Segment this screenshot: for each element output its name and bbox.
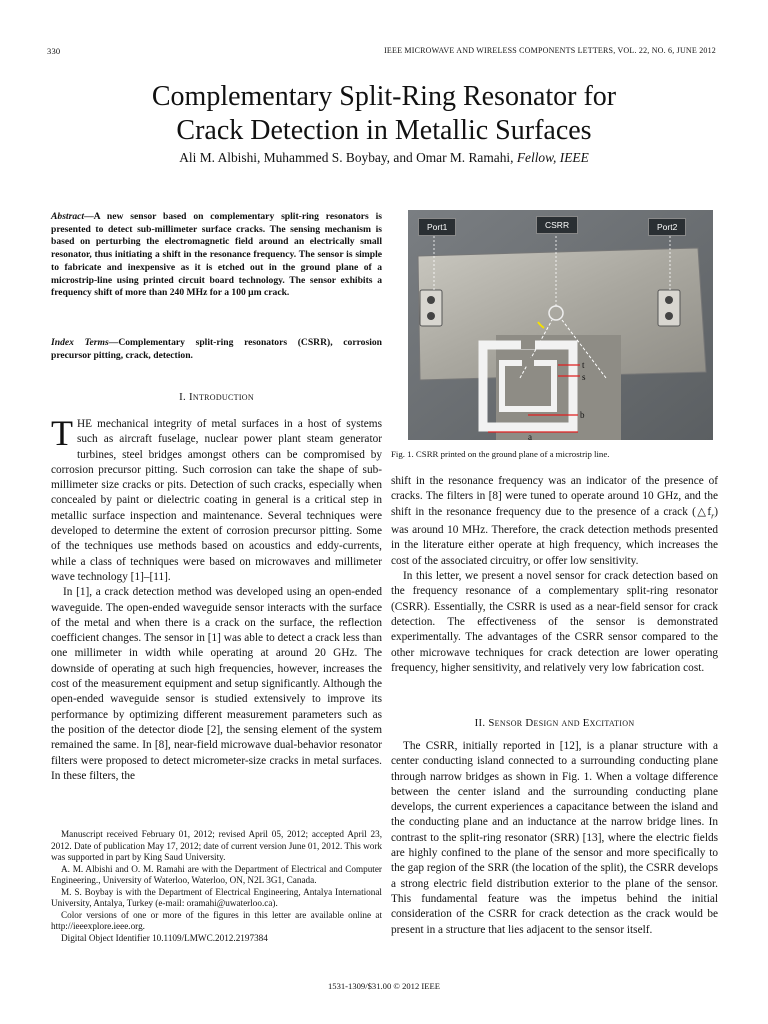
- right-paragraph-1: [391, 474, 718, 569]
- dim-label-t: t: [582, 360, 585, 370]
- footnote-manuscript: Manuscript received February 01, 2012; revised April 05, 2012; accepted April 23, 2012. Date of publication May 17, 2012; date of current version June 01, 2012. This work was supported in part by King Saud University.: [51, 829, 382, 862]
- figure-label-port1: Port1: [418, 218, 456, 236]
- figure-1-photo: [408, 210, 713, 440]
- paper-title-line1: Complementary Split-Ring Resonator for: [151, 81, 617, 112]
- section-2-body: [391, 739, 718, 938]
- footnote-affiliation-2: M. S. Boybay is with the Department of Electrical Engineering, Antalya International University, Antalya, Turkey (e-mail: oramahi@uwaterloo.ca).: [51, 886, 382, 908]
- right-paragraph-1-end: ) was around 10 MHz. Therefore, the crack detection methods presented in the literature either operate at high frequency, which increases the cost of the associated circuitry, or offer low sensitivity.: [391, 505, 718, 567]
- intro-paragraph-1: [51, 413, 382, 585]
- index-terms: [51, 337, 382, 362]
- index-terms-text: —Complementary split-ring resonators (CSRR), corrosion precursor pitting, crack, detection.: [51, 337, 382, 361]
- footnote-affiliation-1: A. M. Albishi and O. M. Ramahi are with the Department of Electrical and Computer Engineering., University of Waterloo, Waterloo, ON, N2L 3G1, Canada.: [51, 863, 382, 885]
- footnotes: [51, 829, 382, 944]
- page-number: 330: [47, 46, 61, 56]
- section-1-title: Introduction: [188, 391, 254, 403]
- freq-subscript: r: [711, 510, 715, 520]
- footnote-color: Color versions of one or more of the figures in this letter are available online at http://ieeexplore.ieee.org.: [51, 909, 382, 931]
- dim-label-s: s: [582, 372, 586, 382]
- journal-header: IEEE MICROWAVE AND WIRELESS COMPONENTS LETTERS, VOL. 22, NO. 6, JUNE 2012: [384, 46, 716, 55]
- section-1-number: I.: [179, 391, 186, 403]
- section-2-number: II.: [474, 717, 486, 729]
- section-2-title: Sensor Design and Excitation: [488, 717, 635, 729]
- intro-paragraph-1-text: HE mechanical integrity of metal surfaces in a host of systems such as aircraft fuselage, nuclear power plant steam generator turbines, steel bridges amongst others can be compromised by corrosion precursor pitting. Such corrosion can take the shape of sub-millimeter size cracks or pits. Detection of such cracks, especially when concealed by paint or dielectric coating in general is a critical step in metallic surface inspection and maintenance. Several techniques were developed to determine the extent of corrosion precursor pitting. Some of the techniques use methods based on acoustics and eddy-currents, while a class of techniques were based on microwaves and millimeter wave technology [1]–[11].: [51, 418, 382, 583]
- abstract-label: Abstract: [51, 211, 85, 222]
- author-names: Ali M. Albishi, Muhammed S. Boybay, and Omar M. Ramahi,: [179, 150, 514, 165]
- paper-title-line2: Crack Detection in Metallic Surfaces: [176, 115, 592, 146]
- section-1-heading: [51, 391, 382, 403]
- dim-label-a: a: [528, 432, 532, 440]
- footnote-doi: Digital Object Identifier 10.1109/LMWC.2012.2197384: [61, 932, 268, 943]
- author-fellow: Fellow, IEEE: [516, 150, 589, 165]
- section-1-body: [51, 413, 382, 784]
- author-list: [0, 150, 768, 166]
- dim-label-b: b: [580, 410, 585, 420]
- intro-paragraph-2: In [1], a crack detection method was developed using an open-ended waveguide. The open-ended waveguide sensor interacts with the surface of the metal and when there is a crack on the surface, the reflection coefficient changes. The sensor in [1] was able to detect a crack less than one millimeter in width while operating at around 20 GHz. The downside of operating at such high frequencies, however, increases the cost of the measurement equipment and setup significantly. Although the open-ended waveguide sensor is studied extensively to improve its performance by optimizing different measurement parameters such as the position of the detector diode [2], the sensing element of the system remained the same. In [8], near-field microwave dual-behavior resonator filters were proposed to detect micrometer-size cracks in metal surfaces. In these filters, the: [51, 586, 382, 782]
- copyright-footer: 1531-1309/$31.00 © 2012 IEEE: [327, 981, 441, 991]
- index-terms-label: Index Terms: [51, 337, 109, 348]
- figure-label-csrr: CSRR: [536, 216, 578, 234]
- drop-cap: T: [51, 413, 73, 453]
- figure-1-graphic: [408, 210, 713, 440]
- abstract: [51, 211, 382, 300]
- right-paragraph-2: In this letter, we present a novel sensor for crack detection based on the frequency resonance of a complementary split-ring resonator (CSRR). Essentially, the CSRR is used as a near-field sensor for crack detection. The effectiveness of the sensor is demonstrated experimentally. The advantages of the CSRR sensor compared to the other microwave techniques for crack detection are lower operating frequency, higher sensitivity, and relatively very low fabrication cost.: [391, 570, 718, 674]
- right-paragraph-1-text: shift in the resonance frequency was an indicator of the presence of cracks. The filters in [8] were tuned to operate around 10 GHz, and the shift in the resonance frequency due to the presence of a crack (△f: [391, 475, 718, 518]
- section-2-paragraph-1: The CSRR, initially reported in [12], is a planar structure with a center conducting island connected to a surrounding conducting plane through narrow bridges as shown in Fig. 1. When a voltage difference between the center island and the surrounding conducting plane develops, the current experiences a capacitance between the island and the conducting plane and an inductance at the narrow bridge lines. In contrast to the split-ring resonator (SRR) [13], where the electric fields are highly confined to the plane of the sensor and more specifically to the gap region of the SRR (the location of the split), the CSRR develops a strong electric field distribution exterior to the plane of the sensor. This fundamental feature was the impetus behind the initial consideration of the CSRR for crack detection as the crack would be present in a structure that lies adjacent to the sensor itself.: [391, 740, 718, 936]
- figure-1-caption: Fig. 1. CSRR printed on the ground plane of a microstrip line.: [391, 449, 610, 459]
- figure-label-port2: Port2: [648, 218, 686, 236]
- abstract-text: —A new sensor based on complementary split-ring resonators is presented to detect sub-millimeter surface cracks. The sensing mechanism is based on perturbing the electromagnetic field around an electrically small resonator, thus initiating a shift in the resonance frequency. The sensor is simple to fabricate and inexpensive as it is etched out in the ground plane of a microstrip-line using printed circuit board technology. The sensor exhibits a frequency shift of more than 240 MHz for a 100 μm crack.: [51, 211, 382, 299]
- section-2-heading: [391, 717, 718, 729]
- right-column-body: [391, 474, 718, 676]
